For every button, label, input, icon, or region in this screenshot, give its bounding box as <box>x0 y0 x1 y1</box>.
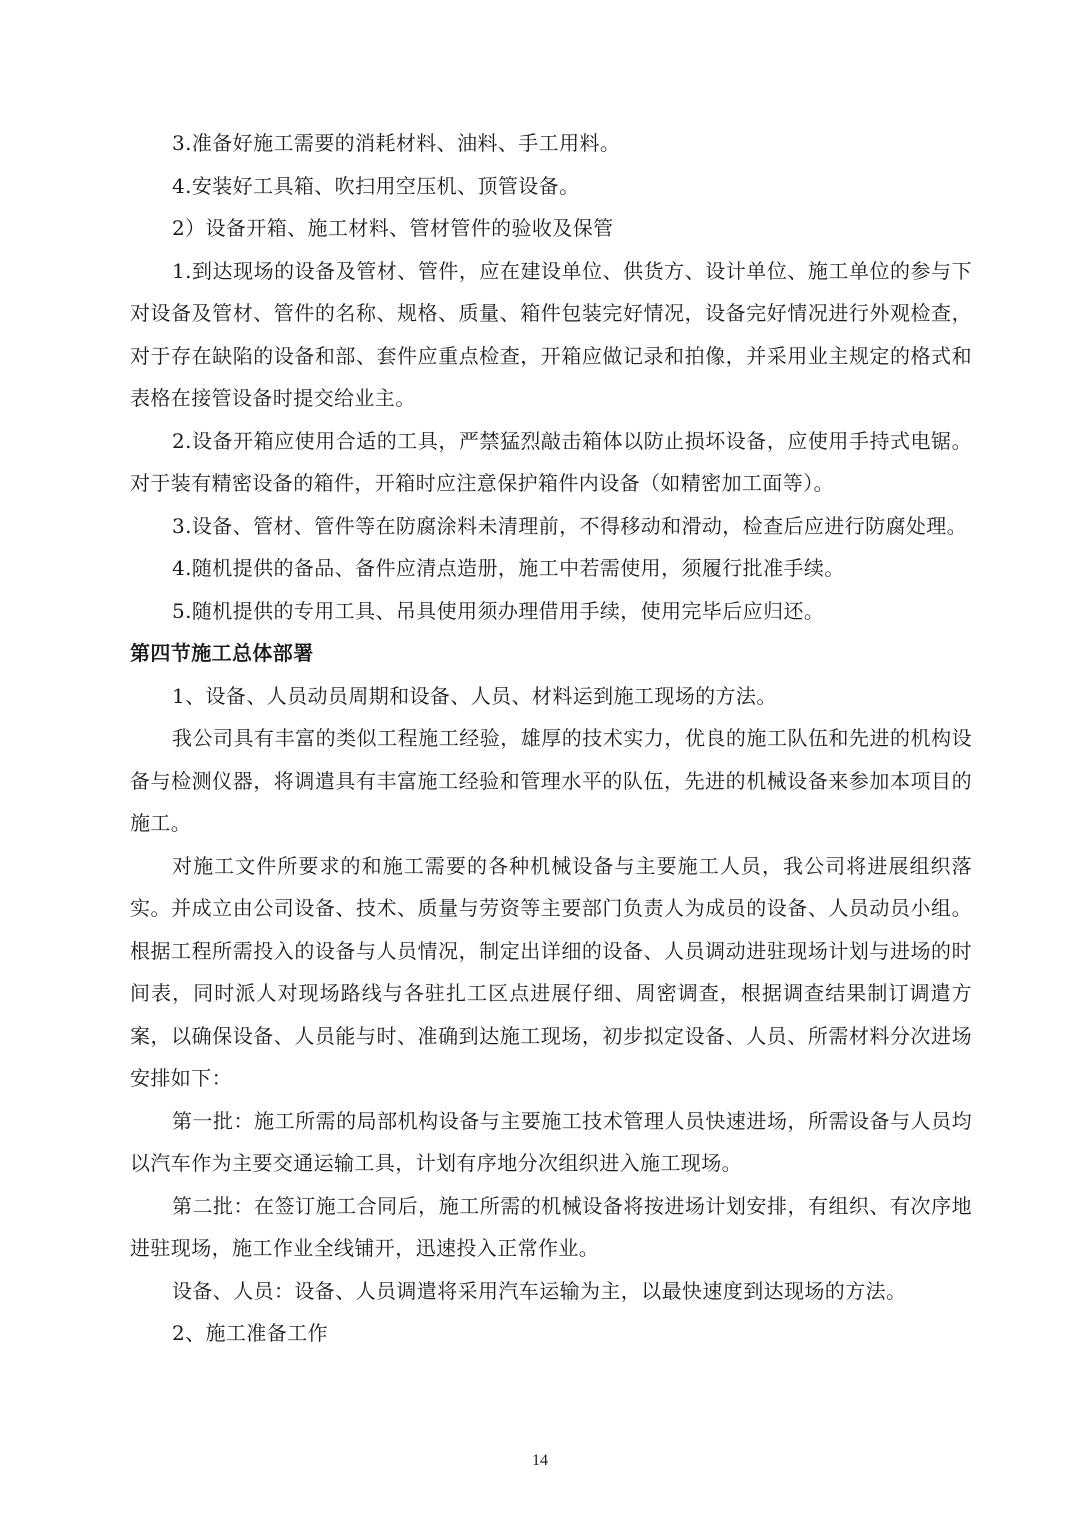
paragraph-company-experience: 我公司具有丰富的类似工程施工经验，雄厚的技术实力，优良的施工队伍和先进的机构设备与检测仪器，将调遣具有丰富施工经验和管理水平的队伍，先进的机械设备来参加本项目的施工。 <box>130 726 972 835</box>
paragraph-transport-method: 设备、人员：设备、人员调遣将采用汽车运输为主，以最快速度到达现场的方法。 <box>172 1278 907 1303</box>
paragraph-arrival-inspection: 1.到达现场的设备及管材、管件，应在建设单位、供货方、设计单位、施工单位的参与下对设备及管材、管件的名称、规格、质量、箱件包装完好情况，设备完好情况进行外观检查，对于存在缺陷的设备和部、套件应重点检查，开箱应做记录和拍像，并采用业主规定的格式和表格在接管设备时提交给业主。 <box>130 258 972 410</box>
section-heading: 第四节施工总体部署 <box>130 641 314 665</box>
paragraph-unboxing-tools: 2.设备开箱应使用合适的工具，严禁猛烈敲击箱体以防止损坏设备，应使用手持式电锯。对于装有精密设备的箱件，开箱时应注意保护箱件内设备（如精密加工面等）。 <box>130 428 972 495</box>
paragraph-mobilization-title: 1、设备、人员动员周期和设备、人员、材料运到施工现场的方法。 <box>172 683 777 708</box>
paragraph-spare-parts: 4.随机提供的备品、备件应清点造册，施工中若需使用，须履行批准手续。 <box>172 556 845 580</box>
paragraph-organization-plan: 对施工文件所要求的和施工需要的各种机械设备与主要施工人员，我公司将进展组织落实。并成立由公司设备、技术、质量与劳资等主要部门负责人为成员的设备、人员动员小组。根据工程所需投入的设备与人员情况，制定出详细的设备、人员调动进驻现场计划与进场的时间表，同时派人对现场路线与各驻扎工区点进展仔细、周密调查，根据调查结果制订调遣方案，以确保设备、人员能与时、准确到达施工现场，初步拟定设备、人员、所需材料分次进场安排如下： <box>130 853 972 1090</box>
paragraph-second-batch: 第二批：在签订施工合同后，施工所需的机械设备将按进场计划安排，有组织、有次序地进驻现场，施工作业全线铺开，迅速投入正常作业。 <box>130 1193 972 1260</box>
paragraph-prep-materials: 3.准备好施工需要的消耗材料、油料、手工用料。 <box>172 131 621 155</box>
paragraph-special-tools: 5.随机提供的专用工具、吊具使用须办理借用手续，使用完毕后应归还。 <box>172 598 825 623</box>
page-number: 14 <box>532 1452 548 1469</box>
subheading-equipment-inspection: 2）设备开箱、施工材料、管材管件的验收及保管 <box>172 216 614 240</box>
paragraph-prep-work-title: 2、施工准备工作 <box>172 1321 328 1345</box>
document-body <box>130 122 972 1355</box>
paragraph-install-tools: 4.安装好工具箱、吹扫用空压机、顶管设备。 <box>172 173 580 198</box>
paragraph-first-batch: 第一批：施工所需的局部机构设备与主要施工技术管理人员快速进场，所需设备与人员均以汽车作为主要交通运输工具，计划有序地分次组织进入施工现场。 <box>130 1108 972 1175</box>
paragraph-anticorrosion: 3.设备、管材、管件等在防腐涂料未清理前，不得移动和滑动，检查后应进行防腐处理。 <box>172 513 968 538</box>
